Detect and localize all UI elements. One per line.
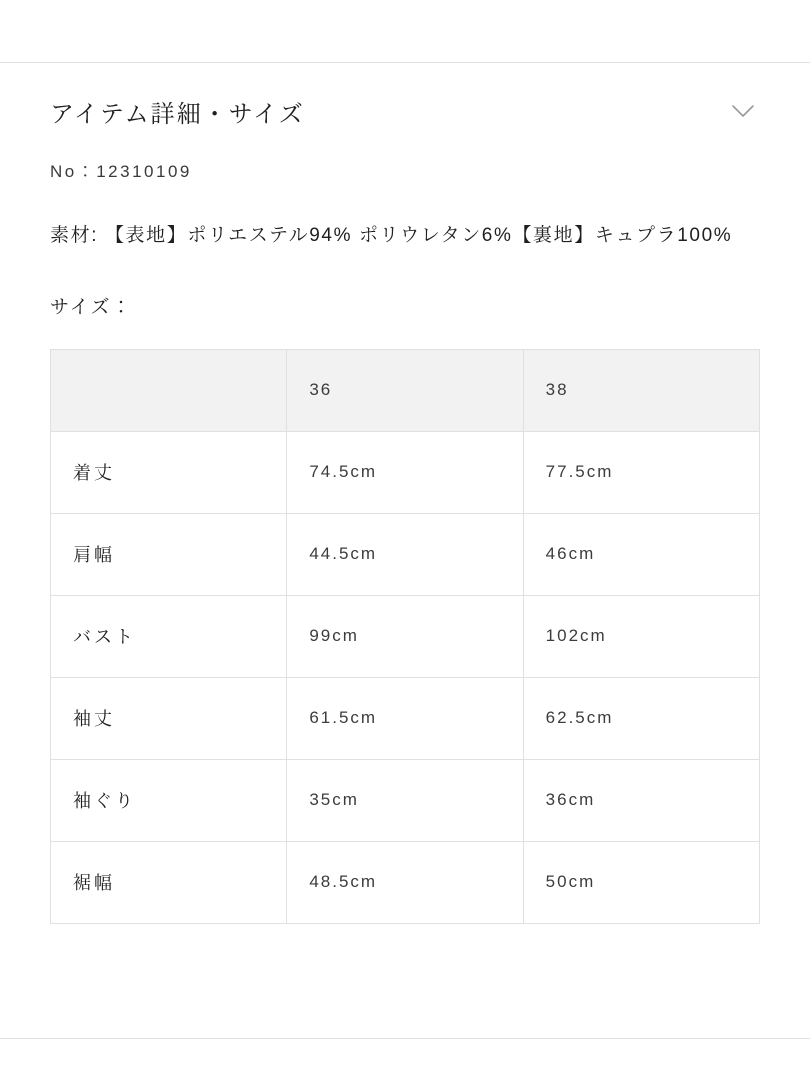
table-row bbox=[51, 513, 760, 595]
row-label: 裾幅 bbox=[51, 841, 287, 923]
row-value-36: 61.5cm bbox=[287, 677, 523, 759]
row-value-36: 74.5cm bbox=[287, 431, 523, 513]
row-label: 肩幅 bbox=[51, 513, 287, 595]
size-table bbox=[50, 349, 760, 924]
size-label: サイズ： bbox=[50, 296, 133, 318]
top-spacer bbox=[0, 0, 810, 62]
table-header-size-38: 38 bbox=[523, 349, 759, 431]
row-value-38: 50cm bbox=[523, 841, 759, 923]
row-value-38: 36cm bbox=[523, 759, 759, 841]
row-value-38: 77.5cm bbox=[523, 431, 759, 513]
size-table-head bbox=[51, 349, 760, 431]
table-row bbox=[51, 677, 760, 759]
row-value-36: 44.5cm bbox=[287, 513, 523, 595]
table-row bbox=[51, 841, 760, 923]
table-header-row bbox=[51, 349, 760, 431]
row-value-38: 102cm bbox=[523, 595, 759, 677]
bottom-divider bbox=[0, 1038, 810, 1039]
row-label: 着丈 bbox=[51, 431, 287, 513]
page-title: アイテム詳細・サイズ bbox=[50, 100, 305, 128]
row-value-38: 62.5cm bbox=[523, 677, 759, 759]
chevron-down-icon[interactable] bbox=[726, 94, 760, 128]
row-value-38: 46cm bbox=[523, 513, 759, 595]
item-details-section bbox=[0, 63, 810, 924]
item-number: No：12310109 bbox=[50, 162, 192, 181]
row-label: 袖ぐり bbox=[51, 759, 287, 841]
row-value-36: 35cm bbox=[287, 759, 523, 841]
row-value-36: 48.5cm bbox=[287, 841, 523, 923]
table-row bbox=[51, 595, 760, 677]
row-value-36: 99cm bbox=[287, 595, 523, 677]
material-description: 素材: 【表地】ポリエステル94% ポリウレタン6%【裏地】キュプラ100% bbox=[50, 224, 733, 246]
row-label: 袖丈 bbox=[51, 677, 287, 759]
table-row bbox=[51, 431, 760, 513]
table-header-corner bbox=[51, 349, 287, 431]
row-label: バスト bbox=[51, 595, 287, 677]
section-header[interactable] bbox=[50, 63, 760, 159]
table-header-size-36: 36 bbox=[287, 349, 523, 431]
table-row bbox=[51, 759, 760, 841]
size-table-body bbox=[51, 431, 760, 923]
